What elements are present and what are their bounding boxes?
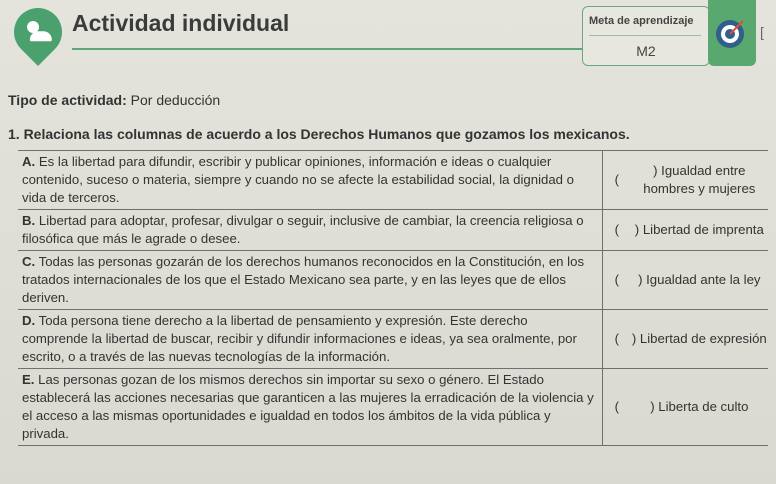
- activity-type-label: Tipo de actividad:: [8, 92, 127, 108]
- learning-goal-divider: [589, 35, 701, 36]
- row-text: Las personas gozan de los mismos derechos sin importar su sexo o género. El Estado establecerá las acciones necesarias que garanticen a las mujeres la erradicación de la violencia y el acceso a las mismas oportunidades e igualdad en todos los ámbitos de la vida pública y privada.: [22, 372, 594, 441]
- row-description: [18, 151, 603, 210]
- learning-goal-box: [582, 6, 710, 66]
- answer-bracket[interactable]: (: [603, 251, 627, 310]
- target-icon: [714, 18, 746, 50]
- row-letter: B.: [22, 213, 36, 228]
- instruction-text: 1. Relaciona las columnas de acuerdo a los Derechos Humanos que gozamos los mexicanos.: [8, 126, 630, 142]
- answer-bracket[interactable]: (: [603, 310, 627, 369]
- activity-type: [8, 92, 220, 108]
- user-avatar-icon: [4, 0, 72, 66]
- table-row: [18, 310, 768, 369]
- row-letter: A.: [22, 154, 36, 169]
- row-text: Libertad para adoptar, profesar, divulgar o seguir, inclusive de cambiar, la creencia religiosa o filosófica que más le agrade o desee.: [22, 213, 584, 246]
- page-edge-glyph: [: [760, 24, 764, 40]
- right-option: ) Libertad de expresión: [627, 310, 768, 369]
- right-option: ) Igualdad entre hombres y mujeres: [627, 151, 768, 210]
- answer-bracket[interactable]: (: [603, 151, 627, 210]
- page-title: Actividad individual: [72, 10, 290, 36]
- answer-bracket[interactable]: (: [603, 369, 627, 446]
- row-text: Todas las personas gozarán de los derechos humanos reconocidos en la Constitución, en los tratados internacionales de los que el Estado Mexicano sea parte, y en las leyes que de ellos deriven.: [22, 254, 585, 305]
- row-text: Es la libertad para difundir, escribir y publicar opiniones, información e ideas o cualquier contenido, suceso o materia, siempre y cuando no se afecte la estabilidad social, la dignidad o vida de terceros.: [22, 154, 575, 205]
- row-description: [18, 310, 603, 369]
- row-letter: D.: [22, 313, 36, 328]
- row-text: Toda persona tiene derecho a la libertad de pensamiento y expresión. Este derecho comprende la libertad de buscar, recibir y difundir informaciones e ideas, ya sea oralmente, por escrito, o a través de las nuevas tecnologías de la información.: [22, 313, 577, 364]
- answer-bracket[interactable]: (: [603, 210, 627, 251]
- row-letter: E.: [22, 372, 35, 387]
- right-option: ) Liberta de culto: [627, 369, 768, 446]
- table-row: [18, 210, 768, 251]
- learning-goal-value: M2: [636, 43, 656, 59]
- row-description: [18, 251, 603, 310]
- matching-table: [18, 150, 768, 446]
- row-description: [18, 210, 603, 251]
- row-letter: C.: [22, 254, 36, 269]
- table-row: [18, 251, 768, 310]
- right-option: ) Igualdad ante la ley: [627, 251, 768, 310]
- right-option: ) Libertad de imprenta: [627, 210, 768, 251]
- activity-type-value: Por deducción: [130, 92, 221, 108]
- table-row: [18, 369, 768, 446]
- learning-goal-label: Meta de aprendizaje: [589, 15, 694, 27]
- title-underline: [72, 48, 582, 50]
- table-row: [18, 151, 768, 210]
- row-description: [18, 369, 603, 446]
